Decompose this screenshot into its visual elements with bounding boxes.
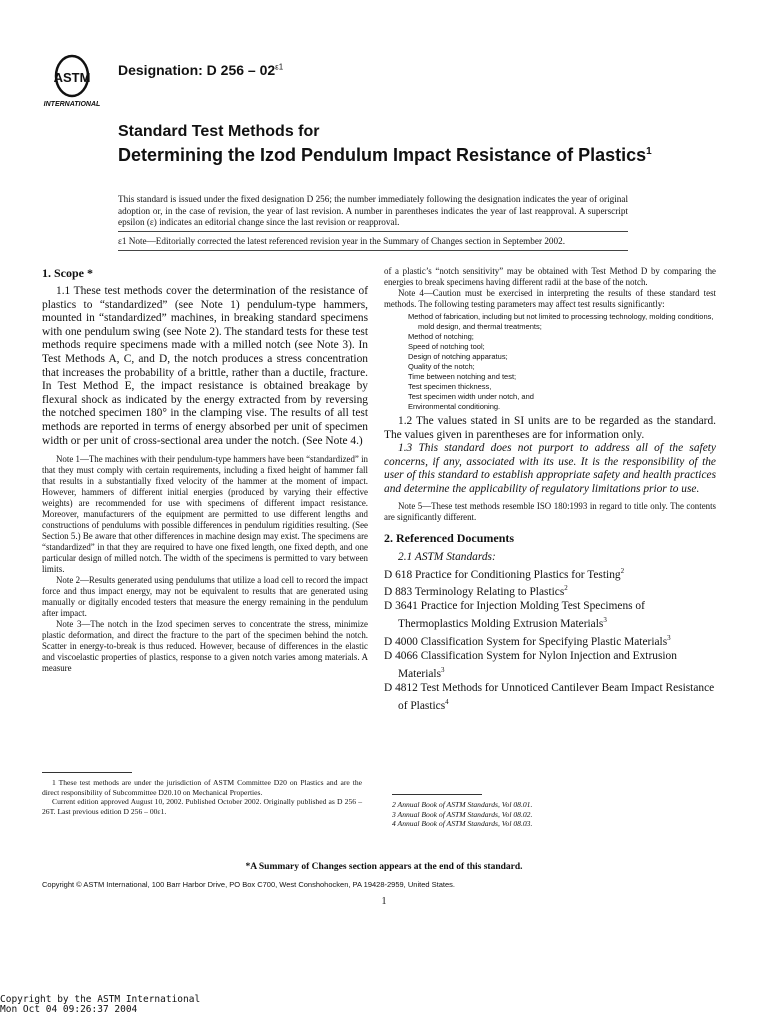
list-item: Time between notching and test; [408,372,517,381]
summary-notice: *A Summary of Changes section appears at the end of this standard. [245,862,523,872]
reference-item: D 618 Practice for Conditioning Plastics for Testing$^2$ [384,566,625,581]
list-item: Speed of notching tool; [408,342,485,351]
note-3-continued: of a plastic’s “notch sensitivity” may be obtained with Test Method D by comparing the energies to break specimens having different radii at the base of the notch. [384,266,716,287]
reference-item: D 3641 Practice for Injection Molding Test Specimens of Thermoplastics Molding Extrusion Materials$^3$ [384,600,645,630]
footnote-1-edition: Current edition approved August 10, 2002. Published October 2002. Originally published as D 256 – 26T. Last previous edition D 256 – 00ε1. [42,797,362,816]
left-column [42,266,368,674]
reference-item: D 4066 Classification System for Nylon Injection and Extrusion Materials$^3$ [384,649,677,680]
reference-item: D 4000 Classification System for Specifying Plastic Materials$^3$ [384,633,671,648]
list-item: Quality of the notch; [408,362,475,371]
scope-heading: 1. Scope * [42,266,93,280]
note-1: Note 1—The machines with their pendulum-type hammers have been “standardized” in that they must comply with certain requirements, including a fixed height of hammer fall that results in a substantially fixed velocity of the hammer at the moment of impact. However, hammers of different initial energies (produced by varying their effective weights) are recommended for use with specimens of different impact resistance. Moreover, manufacturers of the equipment are permitted to use different lengths and constructions of pendulums with possible differences in pendulum rigidities resulting. (See Section 5.) Be aware that other differences in machine design may exist. The specimens are “standardized” in that they are required to have one fixed length, one fixed depth, and one particular design of milled notch. The width of the specimens is permitted to vary between limits. [42,454,368,575]
footnote-divider [42,772,132,773]
intro-paragraph: This standard is issued under the fixed designation D 256; the number immediately following the designation indicates the year of original adoption or, in the case of revision, the year of last revision. A number in parentheses indicates the year of last reapproval. A superscript epsilon (ε) indicates an editorial change since the last revision or reapproval. [118,194,628,227]
note-3: Note 3—The notch in the Izod specimen serves to concentrate the stress, minimize plastic deformation, and direct the fracture to the part of the specimen behind the notch. Scatter in energy-to-break is thus reduced. However, because of differences in the elastic and viscoelastic properties of plastics, response to a given notch varies among materials. A measure [42,619,368,674]
paragraph-1-2: 1.2 The values stated in SI units are to be regarded as the standard. The values given in parentheses are for information only. [384,415,716,441]
footnote-2: 2 Annual Book of ASTM Standards, Vol 08.01. [392,800,533,809]
list-item: Method of fabrication, including but not limited to processing technology, molding conditions, mold design, and thermal treatments; [408,312,714,331]
document-title: Standard Test Methods for Determining the Izod Pendulum Impact Resistance of Plastics$^1$ [118,122,678,165]
footnotes-right [392,800,612,829]
astm-standards-subheading: 2.1 ASTM Standards: [398,550,496,563]
download-stamp [0,995,200,1015]
list-item: Test specimen width under notch, and [408,392,534,401]
astm-logo [36,52,108,108]
footnote-4: 4 Annual Book of ASTM Standards, Vol 08.03. [392,819,533,829]
parameter-list [408,312,716,412]
referenced-documents-heading: 2. Referenced Documents [384,530,515,545]
logo-wordmark: INTERNATIONAL [43,101,101,108]
page-number: 1 [381,896,387,907]
logo-monogram: ASTM [53,70,91,85]
list-item: Design of notching apparatus; [408,352,508,361]
title-line-2: Determining the Izod Pendulum Impact Resistance of Plastics [118,145,647,165]
list-item: Test specimen thickness, [408,382,492,391]
footnotes-left [42,778,362,816]
footnote-divider [392,794,482,795]
note-5: Note 5—These test methods resemble ISO 180:1993 in regard to title only. The contents are significantly different. [384,500,716,522]
stamp-line-2: Mon Oct 04 09:26:37 2004 [0,1004,138,1015]
list-item: Environmental conditioning. [408,402,501,411]
title-line-1: Standard Test Methods for [118,123,320,140]
reference-list [384,550,716,713]
footnote-3: 3 Annual Book of ASTM Standards, Vol 08.02. [392,809,533,819]
reference-item: D 4812 Test Methods for Unnoticed Cantilever Beam Impact Resistance of Plastics$^4$ [384,681,715,712]
reference-item: D 883 Terminology Relating to Plastics$^2$ [384,584,568,599]
note-4: Note 4—Caution must be exercised in interpreting the results of these standard test methods. The following testing parameters may affect test results significantly: [384,288,716,309]
divider [118,231,628,232]
stamp-line-1: Copyright by the ASTM International [0,994,201,1005]
footnote-1: 1 These test methods are under the jurisdiction of ASTM Committee D20 on Plastics and are the direct responsibility of Subcommittee D20.10 on Mechanical Properties. [42,778,362,797]
divider [118,250,628,251]
editorial-note: ε1 Note—Editorially corrected the latest referenced revision year in the Summary of Changes section in September 2002. [118,236,566,246]
designation: Designation: D $256 - 02^{\varepsilon 1}$ [118,62,284,78]
right-column [384,266,716,712]
copyright-line: Copyright © ASTM International, 100 Barr Harbor Drive, PO Box C700, West Conshohocken, PA 19428-2959, United States. [42,880,455,889]
paragraph-1-3: 1.3 This standard does not purport to address all of the safety concerns, if any, associated with its use. It is the responsibility of the user of this standard to establish appropriate safety and health practices and determine the applicability of regulatory limitations prior to use. [384,442,716,495]
list-item: Method of notching; [408,332,474,341]
note-2: Note 2—Results generated using pendulums that utilize a load cell to record the impact force and thus impact energy, may not be equivalent to results that are generated using manually or digitally encoded testers that measure the energy remaining in the pendulum after impact. [42,575,368,619]
paragraph-1-1: 1.1 These test methods cover the determination of the resistance of plastics to “standardized” (see Note 1) pendulum-type hammers, mounted in “standardized” machines, in breaking standard specimens with one pendulum swing (see Note 2). The standard tests for these test methods require specimens made with a milled notch (see Note 3). In Test Methods A, C, and D, the notch produces a stress concentration that increases the probability of a brittle, rather than a ductile, fracture. In Test Method E, the impact resistance is obtained breakage by flexural shock as indicated by the energy extracted from by reversing the notched specimen 180° in the clamping vise. The results of all test methods are reported in terms of energy absorbed per unit of specimen width or per unit of cross-sectional area under the notch. (See Note 4.) [42,285,368,447]
